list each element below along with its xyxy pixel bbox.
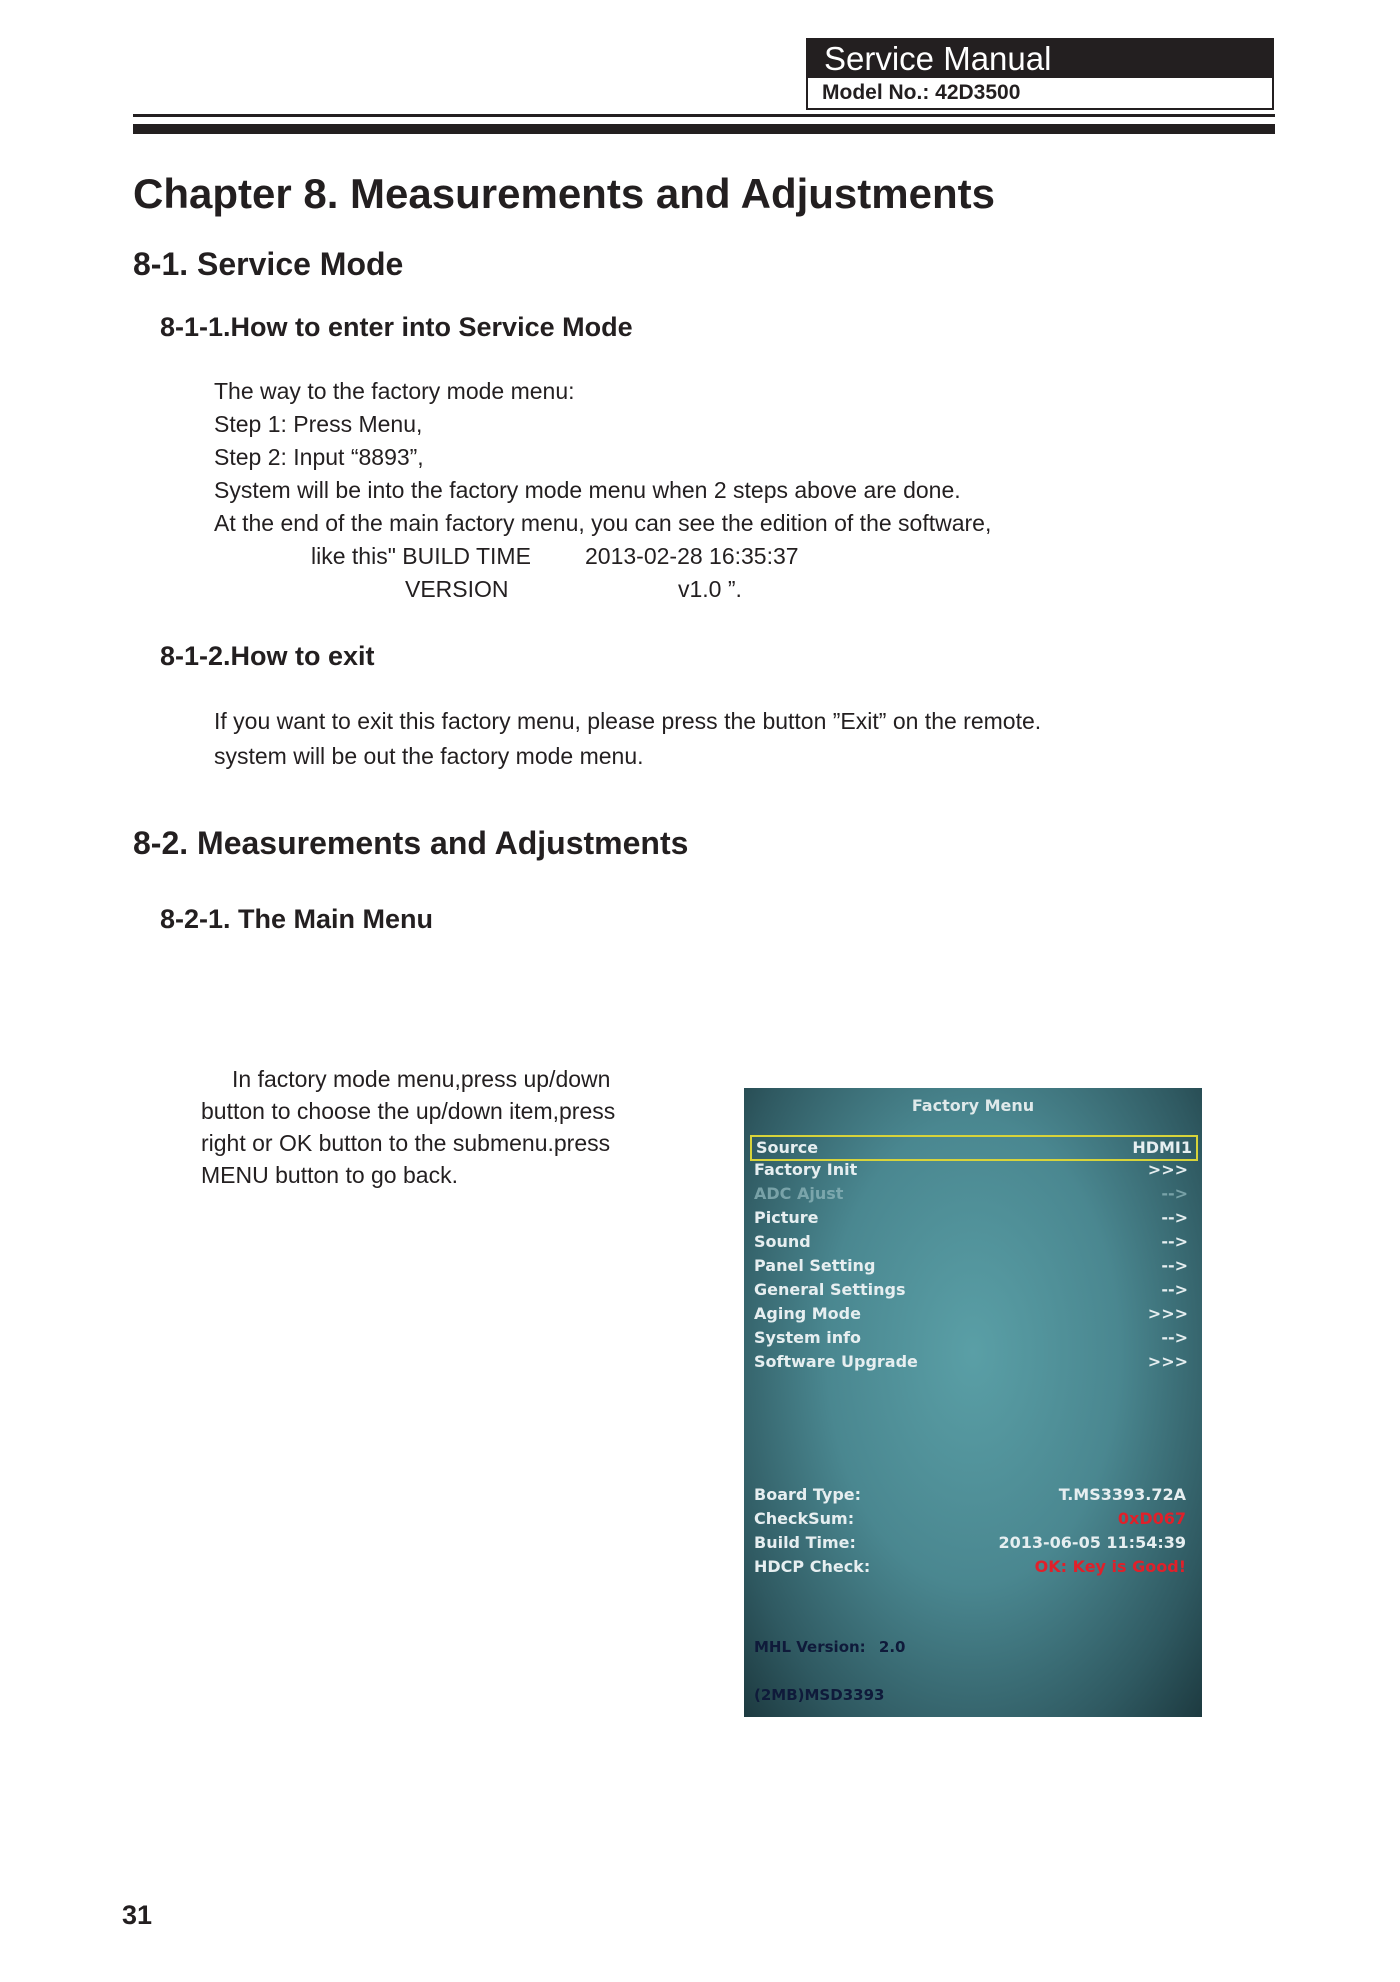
info-label: Build Time: [754, 1533, 856, 1552]
paragraph-line: The way to the factory mode menu: [214, 378, 575, 404]
menu-item-label: Factory Init [754, 1160, 858, 1179]
menu-item-label: ADC Ajust [754, 1184, 844, 1203]
build-time-label: like this" BUILD TIME [311, 543, 531, 569]
subsection-title-enter: 8-1-1.How to enter into Service Mode [160, 312, 633, 342]
menu-item-aging-mode[interactable] [754, 1303, 1192, 1325]
menu-item-system-info[interactable] [754, 1327, 1192, 1349]
menu-item-value: HDMI1 [1132, 1138, 1192, 1157]
info-value: T.MS3393.72A [1058, 1485, 1186, 1504]
paragraph-line: At the end of the main factory menu, you can see the edition of the software, [214, 510, 992, 536]
subsection-title-main-menu: 8-2-1. The Main Menu [160, 904, 434, 934]
paragraph-line: MENU button to go back. [201, 1162, 458, 1188]
factory-menu-screenshot [744, 1088, 1202, 1717]
menu-item-label: Aging Mode [754, 1304, 861, 1323]
version-value: v1.0 ”. [678, 576, 742, 602]
menu-item-value: --> [1161, 1232, 1188, 1251]
menu-item-value: --> [1161, 1208, 1188, 1227]
info-hdcp-check [754, 1556, 1186, 1578]
menu-item-factory-init[interactable] [754, 1159, 1192, 1181]
header-rule-thick [133, 124, 1275, 134]
paragraph-line: right or OK button to the submenu.press [201, 1130, 611, 1156]
info-label: CheckSum: [754, 1509, 855, 1528]
menu-item-value: >>> [1147, 1160, 1188, 1179]
mhl-version [754, 1638, 906, 1656]
menu-item-value: --> [1161, 1184, 1188, 1203]
info-build-time [754, 1532, 1186, 1554]
header-box [806, 38, 1274, 110]
mhl-version-value: 2.0 [878, 1638, 906, 1656]
chapter-title: Chapter 8. Measurements and Adjustments [133, 170, 995, 217]
header-title: Service Manual [808, 40, 1272, 78]
page-number: 31 [122, 1900, 153, 1930]
info-value: OK: Key is Good! [1034, 1557, 1186, 1576]
menu-item-label: Sound [754, 1232, 811, 1251]
paragraph-line: System will be into the factory mode menu when 2 steps above are done. [214, 477, 961, 503]
factory-menu-title: Factory Menu [911, 1096, 1035, 1115]
info-value: 0xD067 [1117, 1509, 1186, 1528]
info-board-type [754, 1484, 1186, 1506]
menu-item-picture[interactable] [754, 1207, 1192, 1229]
menu-item-general-settings[interactable] [754, 1279, 1192, 1301]
paragraph-line: system will be out the factory mode menu. [214, 743, 644, 769]
info-checksum [754, 1508, 1186, 1530]
menu-item-label: Picture [754, 1208, 819, 1227]
paragraph-line: If you want to exit this factory menu, please press the button ”Exit” on the remote. [214, 708, 1042, 734]
build-time-value: 2013-02-28 16:35:37 [585, 543, 799, 569]
menu-item-value: --> [1161, 1280, 1188, 1299]
menu-item-source[interactable] [750, 1135, 1198, 1161]
header-rule-thin [133, 114, 1275, 117]
menu-item-panel-setting[interactable] [754, 1255, 1192, 1277]
menu-item-label: Source [756, 1138, 819, 1157]
menu-item-value: >>> [1147, 1352, 1188, 1371]
section-title-service-mode: 8-1. Service Mode [133, 246, 404, 282]
paragraph-line: button to choose the up/down item,press [201, 1098, 616, 1124]
header-model-number: Model No.: 42D3500 [822, 81, 1021, 104]
info-label: Board Type: [754, 1485, 862, 1504]
paragraph-line: In factory mode menu,press up/down [232, 1066, 611, 1092]
paragraph-line: Step 1: Press Menu, [214, 411, 423, 437]
paragraph-line: Step 2: Input “8893”, [214, 444, 424, 470]
menu-item-adc-ajust[interactable] [754, 1183, 1192, 1205]
info-label: HDCP Check: [754, 1557, 871, 1576]
menu-item-label: General Settings [754, 1280, 906, 1299]
menu-item-software-upgrade[interactable] [754, 1351, 1192, 1373]
menu-item-label: System info [754, 1328, 862, 1347]
menu-item-value: --> [1161, 1256, 1188, 1275]
chip-label: (2MB)MSD3393 [754, 1686, 885, 1704]
menu-item-value: --> [1161, 1328, 1188, 1347]
menu-item-value: >>> [1147, 1304, 1188, 1323]
mhl-version-label: MHL Version: [754, 1638, 866, 1656]
subsection-title-exit: 8-1-2.How to exit [160, 641, 375, 671]
menu-item-sound[interactable] [754, 1231, 1192, 1253]
info-value: 2013-06-05 11:54:39 [998, 1533, 1186, 1552]
section-title-measurements: 8-2. Measurements and Adjustments [133, 825, 689, 861]
version-label: VERSION [405, 576, 509, 602]
menu-item-label: Panel Setting [754, 1256, 876, 1275]
menu-item-label: Software Upgrade [754, 1352, 918, 1371]
